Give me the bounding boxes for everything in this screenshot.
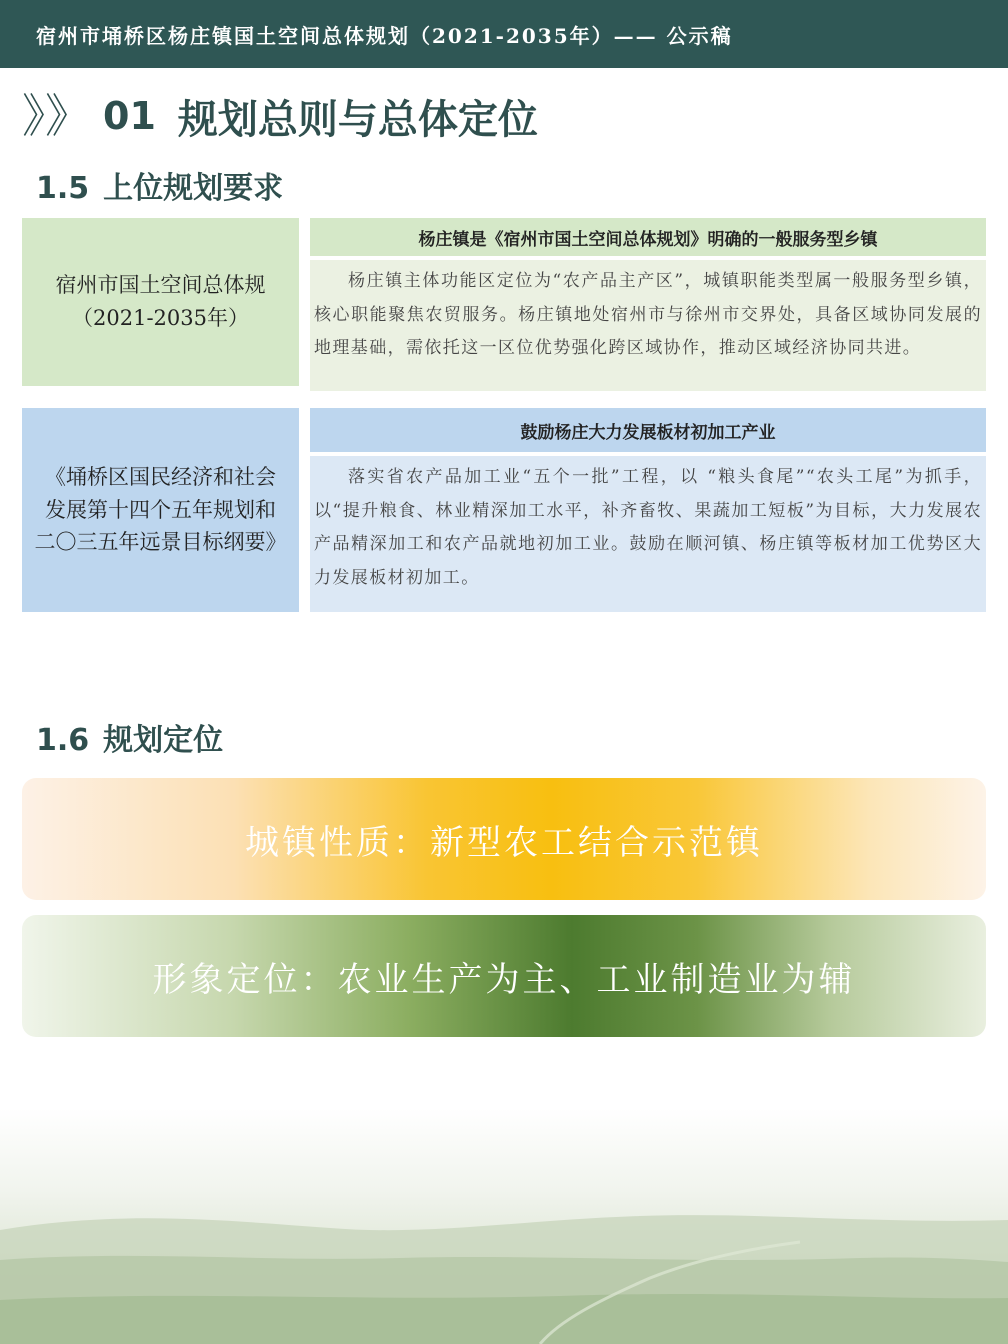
subsection-heading-1-6 — [36, 715, 223, 759]
header-bar — [0, 0, 1008, 68]
town-nature-banner: 城镇性质：新型农工结合示范镇 — [22, 778, 986, 900]
requirement-heading: 杨庄镇是《宿州市国土空间总体规划》明确的一般服务型乡镇 — [310, 218, 986, 256]
section-heading — [22, 88, 538, 144]
section-title: 规划总则与总体定位 — [177, 96, 538, 143]
section-number: 01 — [103, 94, 156, 138]
source-plan-label — [22, 408, 299, 612]
source-plan-line: 发展第十四个五年规划和 — [45, 497, 276, 522]
source-plan-line: 二〇三五年远景目标纲要》 — [34, 530, 287, 555]
subsection-title: 上位规划要求 — [103, 171, 284, 206]
source-plan-line: 宿州市国土空间总体规 — [55, 273, 266, 298]
image-positioning-banner: 形象定位：农业生产为主、工业制造业为辅 — [22, 915, 986, 1037]
requirement-body: 杨庄镇主体功能区定位为“农产品主产区”，城镇职能类型属一般服务型乡镇，核心职能聚焦农贸服务。杨庄镇地处宿州市与徐州市交界处，具备区域协同发展的地理基础，需依托这一区位优势强化跨区域协作，推动区域经济协同共进。 — [310, 260, 986, 391]
source-plan-line: 《埇桥区国民经济和社会 — [45, 465, 276, 490]
source-plan-label — [22, 218, 299, 386]
subsection-heading-1-5 — [36, 163, 283, 207]
subsection-number: 1.6 — [36, 723, 90, 758]
subsection-number: 1.5 — [36, 171, 90, 206]
subsection-title: 规划定位 — [103, 723, 224, 758]
requirement-heading: 鼓励杨庄大力发展板材初加工产业 — [310, 408, 986, 452]
double-chevron-icon: 》》 — [22, 89, 91, 143]
requirement-body: 落实省农产品加工业“五个一批”工程，以 “粮头食尾”“农头工尾”为抓手，以“提升粮食、林业精深加工水平，补齐畜牧、果蔬加工短板”为目标，大力发展农产品精深加工和农产品就地初加工业。鼓励在顺河镇、杨庄镇等板材加工优势区大力发展板材初加工。 — [310, 456, 986, 612]
source-plan-line: （2021-2035年） — [72, 306, 249, 330]
document-title: 宿州市埇桥区杨庄镇国土空间总体规划（2021-2035年）—— 公示稿 — [36, 24, 733, 48]
landscape-illustration — [0, 1150, 1008, 1344]
